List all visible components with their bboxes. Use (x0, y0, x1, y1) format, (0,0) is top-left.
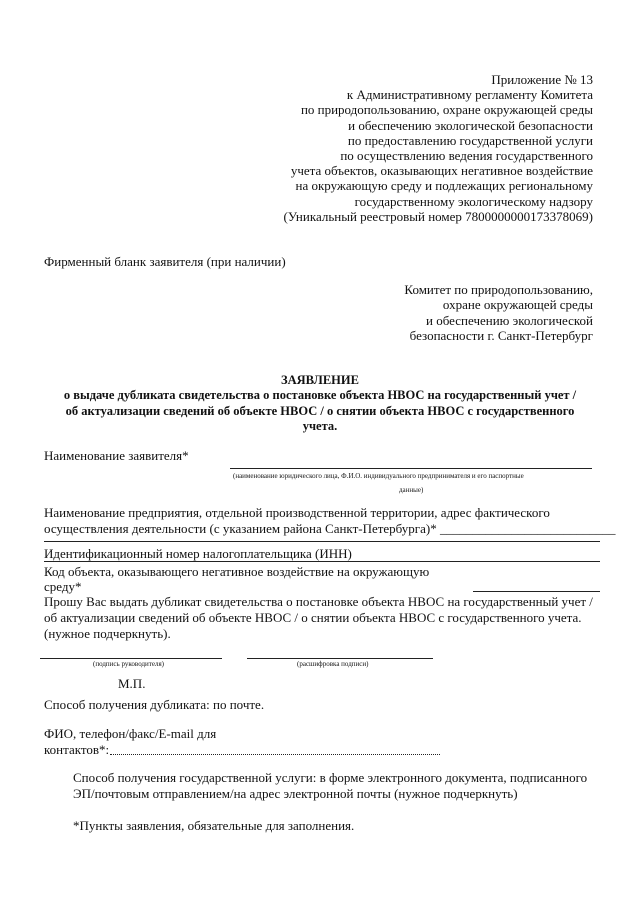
signature-decode-line[interactable] (247, 658, 433, 659)
receipt-method: Способ получения дубликата: по почте. (44, 697, 265, 712)
contacts-field-line[interactable] (110, 754, 440, 755)
contacts-label-line2: контактов*: (44, 742, 110, 757)
request-line3: (нужное подчеркнуть). (44, 626, 171, 641)
appendix-line: и обеспечению экологической безопасности (348, 117, 593, 133)
appendix-line: на окружающую среду и подлежащих региональному (295, 178, 593, 194)
applicant-note: (наименование юридического лица, Ф.И.О. индивидуального предпринимателя и его паспортные (233, 472, 524, 480)
signature-decode-caption: (расшифровка подписи) (297, 660, 369, 668)
recipient-line: Комитет по природопользованию, (404, 282, 593, 297)
title-line: об актуализации сведений об объекте НВОС / о снятии объекта НВОС с государственного (65, 403, 575, 418)
appendix-line: по природопользованию, охране окружающей среды (300, 102, 593, 118)
appendix-line: по предоставлению государственной услуги (347, 132, 593, 148)
appendix-header (233, 72, 593, 224)
applicant-note-cont: данные) (399, 486, 424, 494)
applicant-label: Наименование заявителя* (44, 448, 189, 463)
object-code-label-line2: среду* (44, 579, 82, 594)
head-signature-caption: (подпись руководителя) (93, 660, 165, 668)
request-line1: Прошу Вас выдать дубликат свидетельства о постановке объекта НВОС на государственный учет / (44, 594, 593, 609)
head-signature-line[interactable] (40, 658, 222, 659)
applicant-field-line[interactable] (230, 468, 592, 469)
appendix-line: государственному экологическому надзору (354, 193, 593, 209)
enterprise-field-line[interactable] (44, 541, 600, 542)
inn-label: Идентификационный номер налогоплательщика (ИНН) (44, 546, 352, 561)
request-line2: об актуализации сведений об объекте НВОС / о снятии объекта НВОС с государственного учета. (44, 610, 582, 625)
service-method-line2: ЭП/почтовым отправлением/на адрес электронной почты (нужное подчеркнуть) (73, 786, 518, 801)
letterhead-label: Фирменный бланк заявителя (при наличии) (44, 254, 286, 269)
service-method-line1: Способ получения государственной услуги: в форме электронного документа, подписанного (73, 770, 588, 785)
appendix-line: учета объектов, оказывающих негативное воздействие (290, 163, 593, 179)
appendix-line: по осуществлению ведения государственного (340, 148, 593, 164)
title-line: учета. (302, 419, 338, 434)
object-code-field-line[interactable] (473, 591, 600, 592)
title-heading: ЗАЯВЛЕНИЕ (281, 373, 359, 387)
document-title (44, 373, 596, 435)
recipient-line: и обеспечению экологической (426, 312, 593, 328)
contacts-label-line1: ФИО, телефон/факс/E-mail для (44, 726, 217, 741)
appendix-line: к Административному регламенту Комитета (346, 87, 593, 103)
enterprise-label-line1: Наименование предприятия, отдельной производственной территории, адрес фактического (44, 505, 550, 520)
recipient-block (293, 282, 593, 344)
appendix-line: Приложение № 13 (491, 72, 593, 87)
object-code-label-line1: Код объекта, оказывающего негативное воздействие на окружающую (44, 564, 430, 579)
recipient-line: безопасности г. Санкт-Петербург (409, 328, 593, 344)
title-line: о выдаче дубликата свидетельства о постановке объекта НВОС на государственный учет / (63, 388, 577, 403)
recipient-line: охране окружающей среды (442, 297, 593, 313)
appendix-line: (Уникальный реестровый номер 7800000000173378069) (283, 208, 593, 224)
seal-label: М.П. (118, 676, 146, 691)
enterprise-label-line2: осуществления деятельности (с указанием района Санкт-Петербурга)* ___________________________ (44, 521, 616, 536)
inn-field-line[interactable] (44, 561, 600, 562)
required-fields-footnote: *Пункты заявления, обязательные для заполнения. (73, 818, 355, 833)
